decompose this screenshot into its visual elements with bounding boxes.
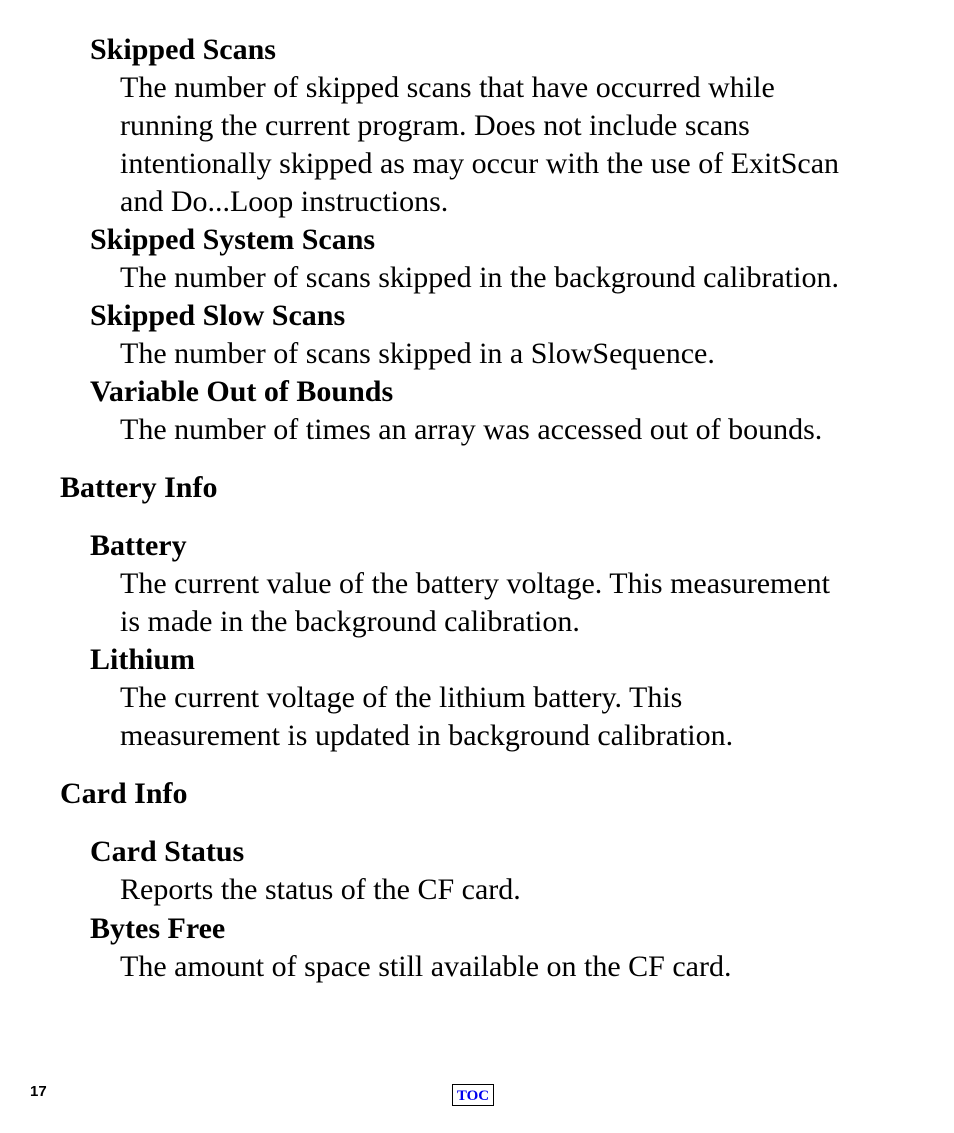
term-bytes-free: Bytes Free — [90, 912, 226, 945]
description-line: measurement is updated in background calibration. — [120, 719, 734, 752]
term-card-status: Card Status — [90, 835, 245, 868]
description-line: intentionally skipped as may occur with the use of ExitScan — [120, 147, 840, 180]
term-skipped-scans: Skipped Scans — [90, 33, 276, 66]
description-line: The number of skipped scans that have occurred while — [120, 71, 775, 104]
section-heading-battery-info: Battery Info — [60, 471, 218, 504]
description-line: The current voltage of the lithium battery. This — [120, 681, 683, 714]
term-skipped-slow-scans: Skipped Slow Scans — [90, 299, 346, 332]
section-heading-card-info: Card Info — [60, 777, 188, 810]
description-line: and Do...Loop instructions. — [120, 185, 449, 218]
description-line: The number of scans skipped in a SlowSequence. — [120, 337, 715, 370]
term-variable-out-of-bounds: Variable Out of Bounds — [90, 375, 394, 408]
description-line: The number of times an array was accessed out of bounds. — [120, 413, 823, 446]
description-line: is made in the background calibration. — [120, 605, 580, 638]
term-skipped-system-scans: Skipped System Scans — [90, 223, 376, 256]
toc-link[interactable]: TOC — [452, 1084, 494, 1106]
page-number: 17 — [30, 1083, 47, 1100]
term-lithium: Lithium — [90, 643, 196, 676]
description-line: running the current program. Does not include scans — [120, 109, 750, 142]
term-battery: Battery — [90, 529, 187, 562]
description-line: The amount of space still available on the CF card. — [120, 950, 732, 983]
description-line: The number of scans skipped in the background calibration. — [120, 261, 839, 294]
description-line: Reports the status of the CF card. — [120, 873, 521, 906]
description-line: The current value of the battery voltage. This measurement — [120, 567, 831, 600]
